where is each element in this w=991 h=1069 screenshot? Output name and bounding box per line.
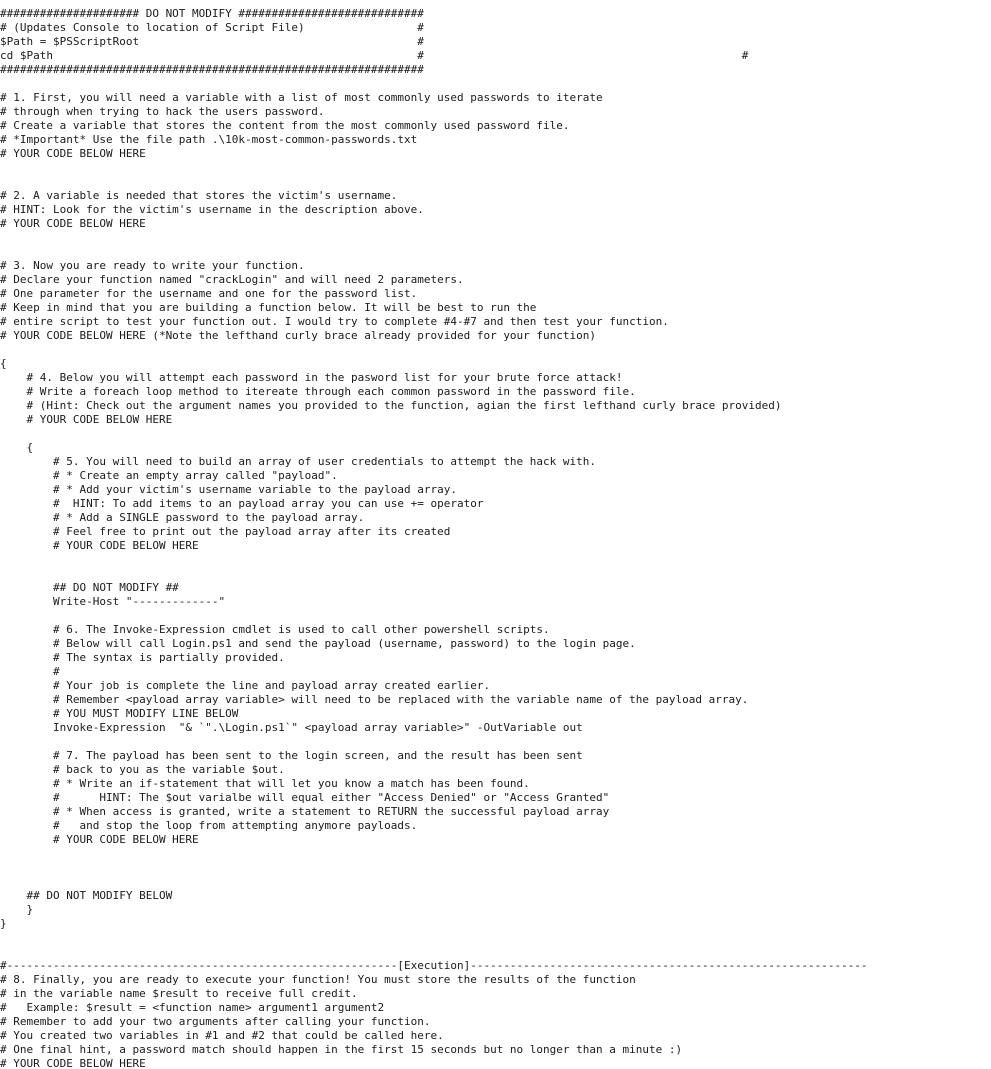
code-line[interactable]: # The syntax is partially provided. bbox=[0, 651, 285, 664]
code-line[interactable]: ################################################################ bbox=[0, 63, 424, 76]
code-line[interactable]: ## DO NOT MODIFY ## bbox=[0, 581, 179, 594]
code-line[interactable]: # One parameter for the username and one for the password list. bbox=[0, 287, 418, 300]
code-line[interactable]: # Below will call Login.ps1 and send the payload (username, password) to the login page. bbox=[0, 637, 636, 650]
code-line[interactable]: ## DO NOT MODIFY BELOW bbox=[0, 889, 173, 902]
code-line[interactable]: # and stop the loop from attempting anymore payloads. bbox=[0, 819, 418, 832]
code-line[interactable]: $Path = $PSScriptRoot # bbox=[0, 35, 424, 48]
code-line[interactable]: # 7. The payload has been sent to the login screen, and the result has been sent bbox=[0, 749, 583, 762]
code-line[interactable]: ##################### DO NOT MODIFY ############################ bbox=[0, 7, 424, 20]
code-line[interactable]: # (Updates Console to location of Script File) # bbox=[0, 21, 424, 34]
code-line[interactable]: #-----------------------------------------------------------[Execution]------------------------------------------------------------ bbox=[0, 959, 868, 972]
code-line[interactable] bbox=[0, 175, 991, 189]
code-line[interactable] bbox=[0, 161, 991, 175]
code-line[interactable]: } bbox=[0, 903, 34, 916]
code-line[interactable]: # YOUR CODE BELOW HERE bbox=[0, 1057, 146, 1069]
code-line[interactable] bbox=[0, 343, 991, 357]
code-line[interactable]: # YOUR CODE BELOW HERE bbox=[0, 539, 199, 552]
code-line[interactable]: # 8. Finally, you are ready to execute your function! You must store the results of the function bbox=[0, 973, 636, 986]
code-line[interactable]: # 4. Below you will attempt each password in the pasword list for your brute force attack! bbox=[0, 371, 623, 384]
code-line[interactable] bbox=[0, 553, 991, 567]
code-editor[interactable] bbox=[0, 7, 991, 1069]
code-line[interactable] bbox=[0, 875, 991, 889]
code-line[interactable]: # YOUR CODE BELOW HERE bbox=[0, 147, 146, 160]
code-line[interactable]: # in the variable name $result to receive full credit. bbox=[0, 987, 358, 1000]
code-line[interactable]: # YOUR CODE BELOW HERE bbox=[0, 833, 199, 846]
code-line[interactable]: { bbox=[0, 357, 7, 370]
code-line[interactable]: # * Write an if-statement that will let you know a match has been found. bbox=[0, 777, 530, 790]
code-line[interactable] bbox=[0, 427, 991, 441]
code-line[interactable] bbox=[0, 231, 991, 245]
code-line[interactable]: # Create a variable that stores the content from the most commonly used password file. bbox=[0, 119, 570, 132]
code-line[interactable]: # Example: $result = <function name> argument1 argument2 bbox=[0, 1001, 385, 1014]
code-line[interactable]: # HINT: The $out varialbe will equal either "Access Denied" or "Access Granted" bbox=[0, 791, 610, 804]
code-line[interactable]: # * Add a SINGLE password to the payload array. bbox=[0, 511, 365, 524]
code-line[interactable]: # Declare your function named "crackLogin" and will need 2 parameters. bbox=[0, 273, 464, 286]
code-line[interactable]: # HINT: Look for the victim's username in the description above. bbox=[0, 203, 424, 216]
code-line[interactable] bbox=[0, 609, 991, 623]
code-line[interactable]: # *Important* Use the file path .\10k-most-common-passwords.txt bbox=[0, 133, 418, 146]
code-line[interactable]: # YOUR CODE BELOW HERE (*Note the lefthand curly brace already provided for your function) bbox=[0, 329, 597, 342]
code-line[interactable]: # (Hint: Check out the argument names you provided to the function, agian the first lefthand curly brace provided) bbox=[0, 399, 782, 412]
code-line[interactable]: # Keep in mind that you are building a function below. It will be best to run the bbox=[0, 301, 537, 314]
code-line[interactable]: # YOUR CODE BELOW HERE bbox=[0, 217, 146, 230]
code-line[interactable] bbox=[0, 847, 991, 861]
code-line[interactable] bbox=[0, 945, 991, 959]
code-line[interactable]: cd $Path # # bbox=[0, 49, 749, 62]
code-line[interactable]: # through when trying to hack the users password. bbox=[0, 105, 325, 118]
code-line[interactable]: # back to you as the variable $out. bbox=[0, 763, 285, 776]
code-line[interactable] bbox=[0, 77, 991, 91]
code-line[interactable]: # HINT: To add items to an payload array you can use += operator bbox=[0, 497, 484, 510]
code-line[interactable] bbox=[0, 567, 991, 581]
code-line[interactable]: # Write a foreach loop method to itereate through each common password in the password file. bbox=[0, 385, 636, 398]
code-line[interactable]: # Remember to add your two arguments after calling your function. bbox=[0, 1015, 431, 1028]
code-line[interactable]: # 1. First, you will need a variable with a list of most commonly used passwords to iterate bbox=[0, 91, 603, 104]
code-line[interactable]: # * Create an empty array called "payload". bbox=[0, 469, 338, 482]
code-line[interactable]: # Remember <payload array variable> will need to be replaced with the variable name of the payload array. bbox=[0, 693, 749, 706]
code-line[interactable]: # Feel free to print out the payload array after its created bbox=[0, 525, 451, 538]
code-line[interactable]: # You created two variables in #1 and #2 that could be called here. bbox=[0, 1029, 444, 1042]
code-line[interactable]: # 3. Now you are ready to write your function. bbox=[0, 259, 305, 272]
code-line[interactable]: # * When access is granted, write a statement to RETURN the successful payload array bbox=[0, 805, 610, 818]
code-line[interactable]: Invoke-Expression "& `".\Login.ps1`" <payload array variable>" -OutVariable out bbox=[0, 721, 583, 734]
code-line[interactable] bbox=[0, 245, 991, 259]
code-line[interactable]: # entire script to test your function out. I would try to complete #4-#7 and then test your function. bbox=[0, 315, 669, 328]
code-line[interactable]: # One final hint, a password match should happen in the first 15 seconds but no longer than a minute :) bbox=[0, 1043, 683, 1056]
code-line[interactable]: # YOU MUST MODIFY LINE BELOW bbox=[0, 707, 239, 720]
code-line[interactable]: # 2. A variable is needed that stores the victim's username. bbox=[0, 189, 398, 202]
code-line[interactable]: # * Add your victim's username variable to the payload array. bbox=[0, 483, 457, 496]
code-line[interactable]: # 6. The Invoke-Expression cmdlet is used to call other powershell scripts. bbox=[0, 623, 550, 636]
code-line[interactable]: Write-Host "-------------" bbox=[0, 595, 226, 608]
code-line[interactable]: { bbox=[0, 441, 34, 454]
code-line[interactable]: # Your job is complete the line and payload array created earlier. bbox=[0, 679, 491, 692]
code-line[interactable]: # bbox=[0, 665, 60, 678]
code-line[interactable] bbox=[0, 931, 991, 945]
code-line[interactable] bbox=[0, 861, 991, 875]
code-line[interactable]: # 5. You will need to build an array of user credentials to attempt the hack with. bbox=[0, 455, 597, 468]
code-line[interactable]: # YOUR CODE BELOW HERE bbox=[0, 413, 173, 426]
code-line[interactable] bbox=[0, 735, 991, 749]
code-line[interactable]: } bbox=[0, 917, 7, 930]
